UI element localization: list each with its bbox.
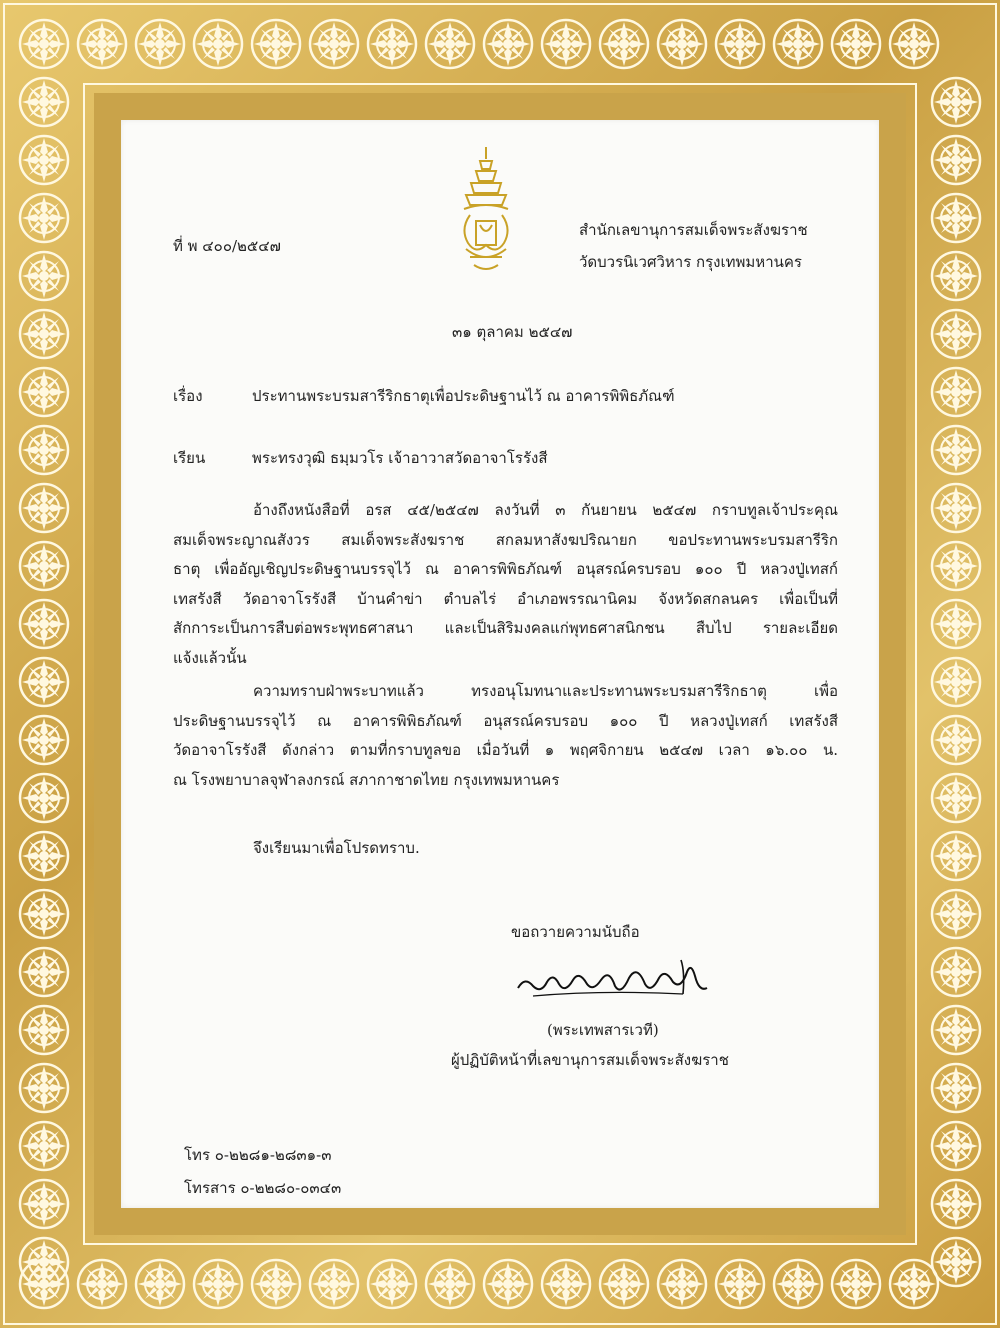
signature-image	[513, 958, 713, 1003]
recipient-label: เรียน	[173, 449, 206, 467]
recipient-text: พระทรงวุฒิ ธมฺมวโร เจ้าอาวาสวัดอาจาโรรังสี	[252, 449, 548, 467]
letter-paper	[121, 120, 879, 1208]
phone-number: โทร ๐-๒๒๘๑-๒๘๓๑-๓	[184, 1146, 332, 1164]
royal-crest-icon	[456, 145, 516, 275]
paragraph-line: ธาตุ เพื่ออัญเชิญประดิษฐานบรรจุไว้ ณ อาคารพิพิธภัณฑ์ อนุสรณ์ครบรอบ ๑๐๐ ปี หลวงปู่เทสก์	[173, 560, 838, 578]
closing-salutation: ขอถวายความนับถือ	[511, 923, 640, 941]
paragraph-line: สักการะเป็นการสืบต่อพระพุทธศาสนา และเป็นสิริมงคลแก่พุทธศาสนิกชน สืบไป รายละเอียด	[173, 619, 838, 637]
body-paragraph-1	[173, 496, 838, 673]
paragraph-line: แจ้งแล้วนั้น	[173, 648, 247, 667]
reference-number: ที่ พ ๔๐๐/๒๕๔๗	[173, 237, 281, 255]
subject-label: เรื่อง	[173, 387, 203, 405]
signer-title: ผู้ปฏิบัติหน้าที่เลขานุการสมเด็จพระสังฆราช	[451, 1051, 729, 1069]
closing-request: จึงเรียนมาเพื่อโปรดทราบ.	[253, 839, 420, 857]
letter-date: ๓๑ ตุลาคม ๒๕๔๗	[452, 323, 573, 341]
body-paragraph-2	[173, 677, 838, 795]
paragraph-line: สมเด็จพระญาณสังวร สมเด็จพระสังฆราช สกลมหาสังฆปริณายก ขอประทานพระบรมสารีริก	[173, 530, 838, 549]
signer-name: (พระเทพสารเวที)	[547, 1021, 659, 1039]
paragraph-line: ณ โรงพยาบาลจุฬาลงกรณ์ สภากาชาดไทย กรุงเทพมหานคร	[173, 770, 560, 789]
subject-text: ประทานพระบรมสารีริกธาตุเพื่อประดิษฐานไว้ ณ อาคารพิพิธภัณฑ์	[252, 387, 675, 405]
paragraph-line: อ้างถึงหนังสือที่ อรส ๔๕/๒๕๔๗ ลงวันที่ ๓ กันยายน ๒๕๔๗ กราบทูลเจ้าประคุณ	[253, 501, 838, 519]
fax-number: โทรสาร ๐-๒๒๘๐-๐๓๔๓	[184, 1179, 342, 1197]
paragraph-line: เทสรังสี วัดอาจาโรรังสี บ้านคำข่า ตำบลไร่ อำเภอพรรณานิคม จังหวัดสกลนคร เพื่อเป็นที่	[173, 589, 838, 608]
office-name: สำนักเลขานุการสมเด็จพระสังฆราช	[579, 221, 808, 239]
office-address: วัดบวรนิเวศวิหาร กรุงเทพมหานคร	[579, 253, 802, 271]
paragraph-line: วัดอาจาโรรังสี ดังกล่าว ตามที่กราบทูลขอ เมื่อวันที่ ๑ พฤศจิกายน ๒๕๔๗ เวลา ๑๖.๐๐ น.	[173, 741, 838, 759]
paragraph-line: ความทราบฝ่าพระบาทแล้ว ทรงอนุโมทนาและประทานพระบรมสารีริกธาตุ เพื่อ	[253, 682, 838, 700]
paragraph-line: ประดิษฐานบรรจุไว้ ณ อาคารพิพิธภัณฑ์ อนุสรณ์ครบรอบ ๑๐๐ ปี หลวงปู่เทสก์ เทสรังสี	[173, 711, 838, 730]
